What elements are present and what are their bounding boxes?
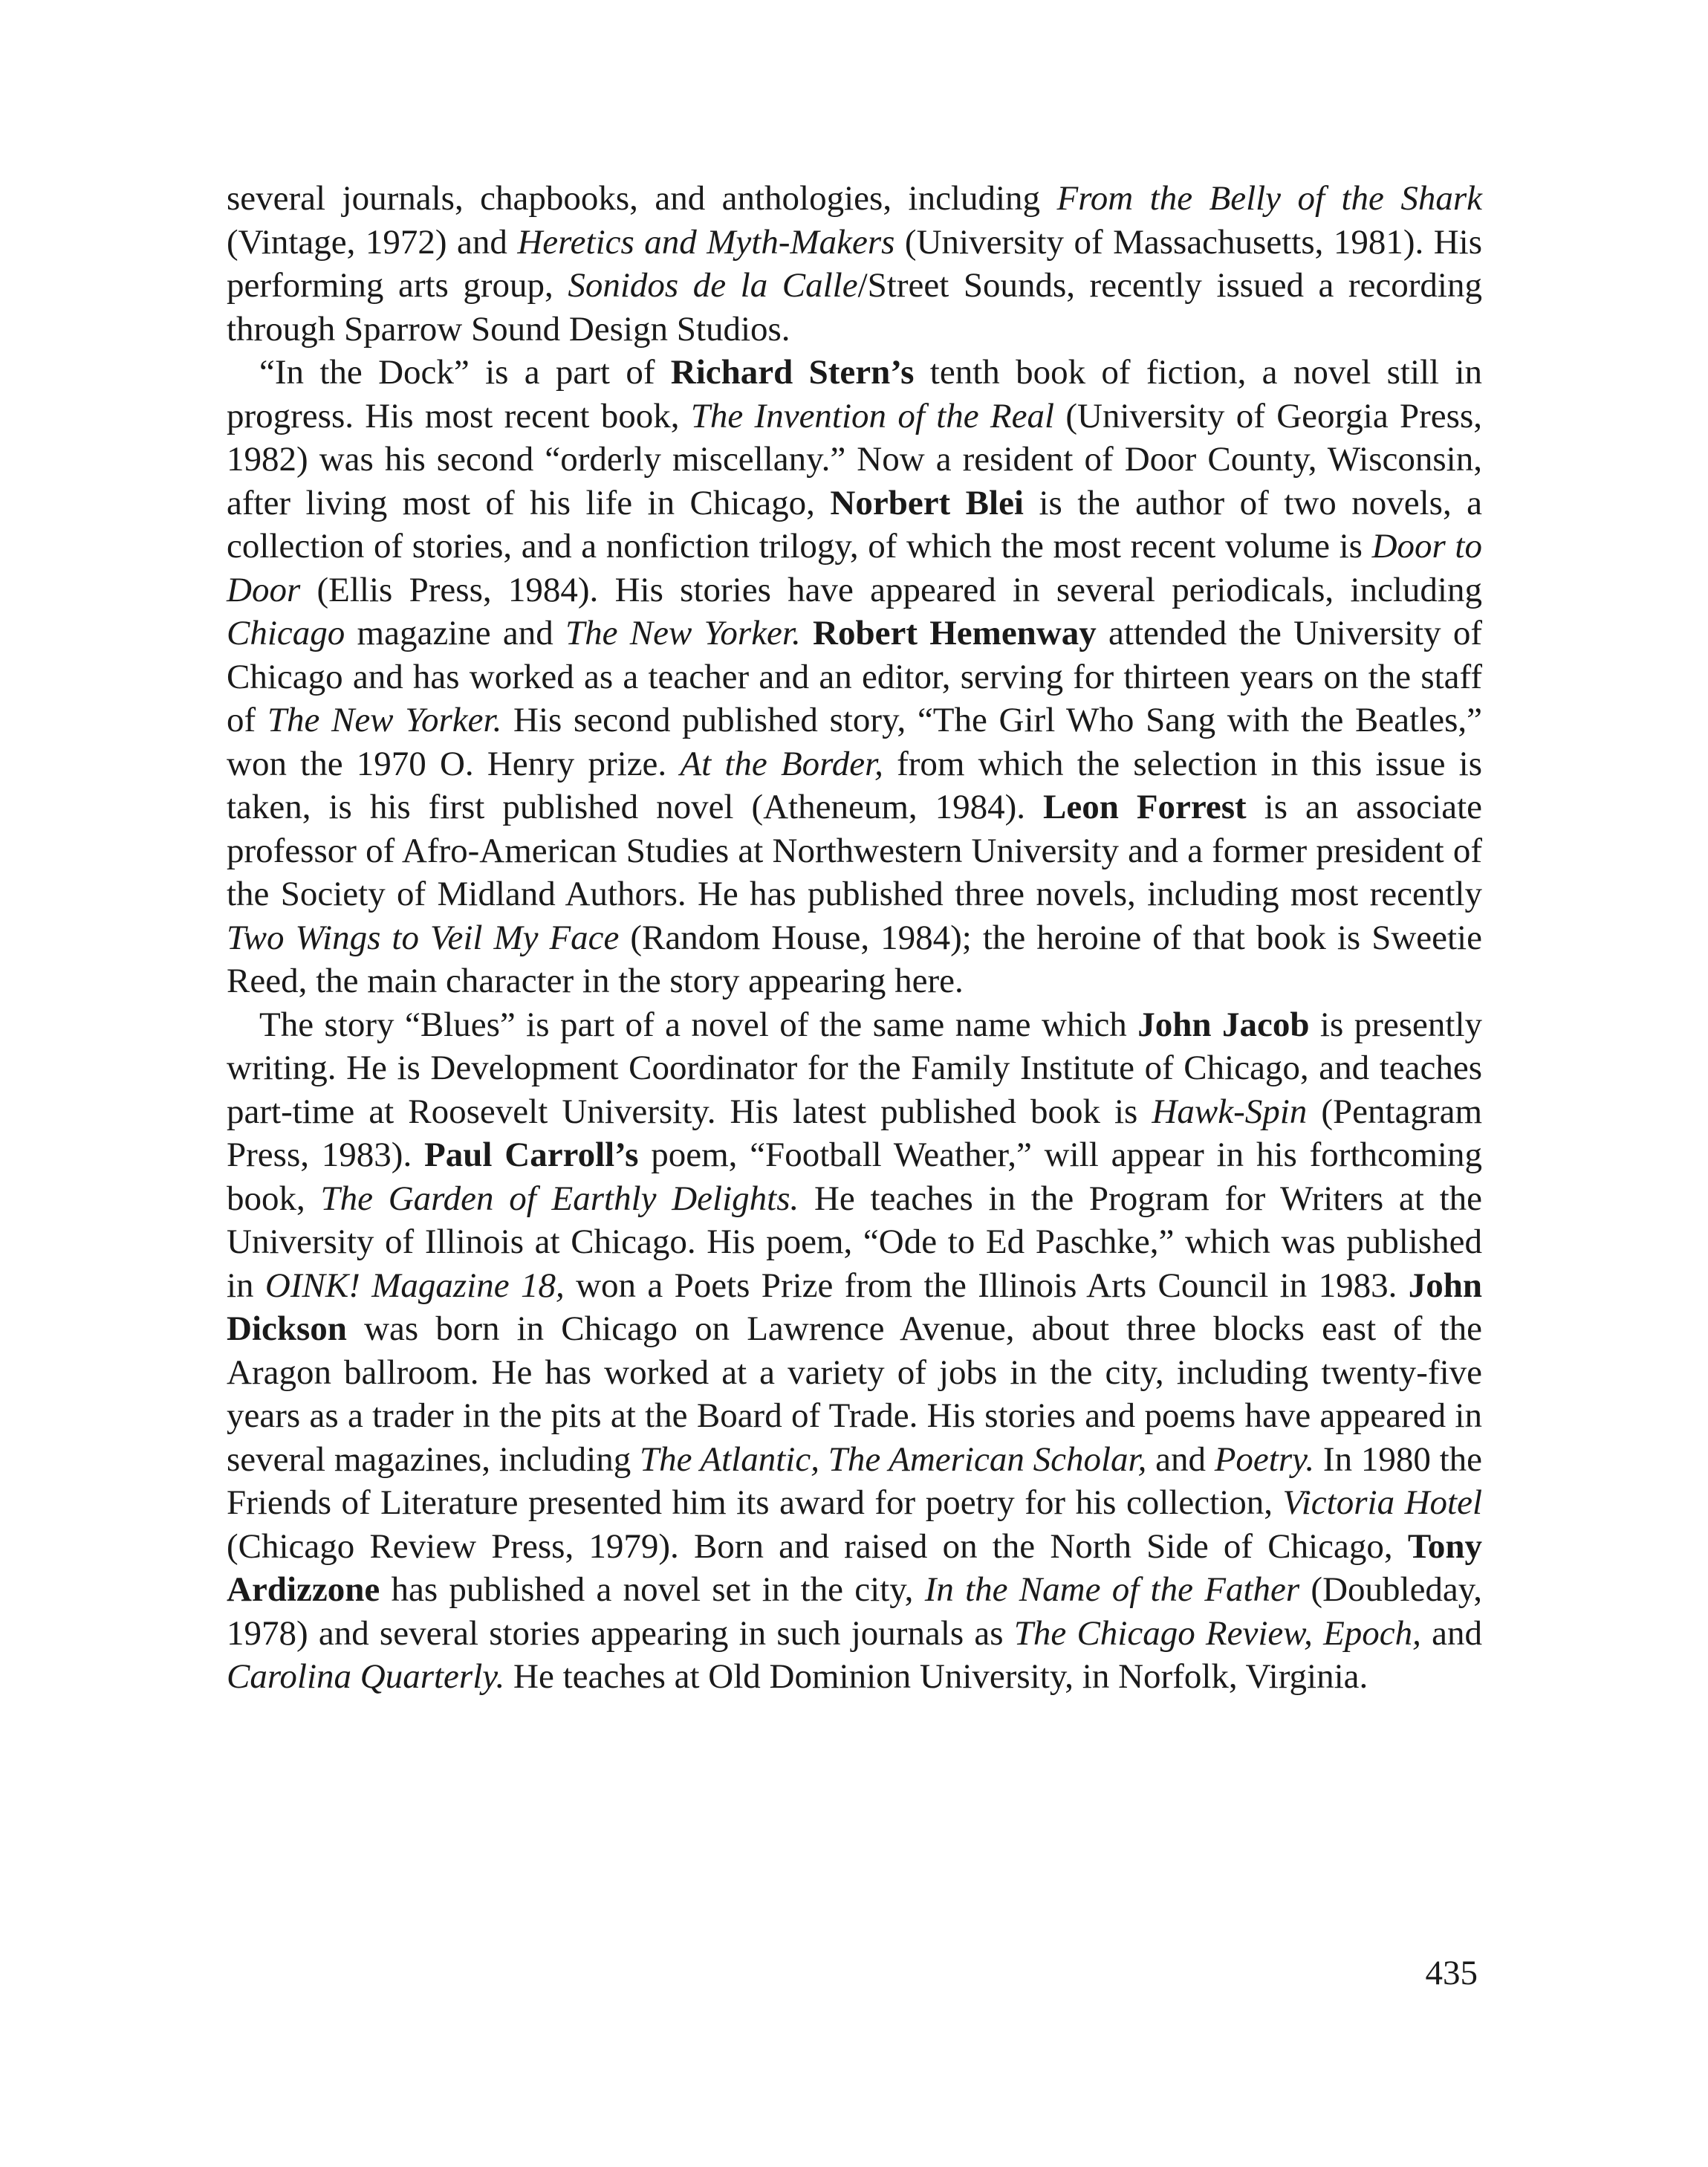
text-run: His second published story, “The Girl Who Sang with the Beatles,” won the 1970 O. Henry prize.	[227, 701, 1482, 783]
text-run: /Street Sounds, recently issued a recording through Sparrow Sound Design Studios.	[227, 266, 1482, 349]
text-run: won a Poets Prize from the Illinois Arts Council in 1983.	[564, 1266, 1409, 1305]
title-italic: The Atlantic, The American Scholar,	[639, 1439, 1147, 1479]
text-run: (Vintage, 1972) and	[227, 222, 518, 262]
contributor-name: John Jacob	[1137, 1005, 1310, 1044]
title-italic: In the Name of the Father	[924, 1570, 1300, 1609]
text-run: He teaches in the Program for Writers at the University of Illinois at Chicago. His poem, “Ode to Ed Paschke,” which was published in	[227, 1179, 1482, 1305]
title-italic: Door to Door	[227, 527, 1482, 609]
text-run: has published a novel set in the city,	[380, 1570, 925, 1609]
text-run: tenth book of fiction, a novel still in progress. His most recent book,	[227, 353, 1482, 435]
text-run: (University of Georgia Press, 1982) was his second “orderly miscellany.” Now a resident of Door County, Wisconsin, after living most of his life in Chicago,	[227, 396, 1482, 522]
text-run: He teaches at Old Dominion University, in Norfolk, Virginia.	[504, 1657, 1368, 1696]
contributor-name: Norbert Blei	[830, 483, 1024, 522]
contributor-name: Robert Hemenway	[813, 614, 1097, 652]
title-italic: Victoria Hotel	[1282, 1483, 1483, 1522]
text-run: (University of Massachusetts, 1981). His performing arts group,	[227, 222, 1483, 305]
text-run: In 1980 the Friends of Literature presented him its award for poetry for his collection,	[227, 1439, 1482, 1522]
title-italic: The Garden of Earthly Delights.	[320, 1179, 799, 1218]
text-run: (Chicago Review Press, 1979). Born and raised on the North Side of Chicago,	[227, 1526, 1408, 1566]
paragraph-3	[227, 1003, 1482, 1699]
text-run: (Ellis Press, 1984). His stories have appeared in several periodicals, including	[300, 570, 1482, 609]
text-run: and	[1146, 1439, 1215, 1479]
text-run: (Pentagram Press, 1983).	[227, 1092, 1482, 1174]
title-italic: At the Border,	[680, 744, 883, 783]
title-italic: Heretics and Myth-Makers	[517, 222, 895, 262]
text-run: (Doubleday, 1978) and several stories appearing in such journals as	[227, 1570, 1482, 1653]
text-run: The story “Blues” is part of a novel of the same name which	[259, 1005, 1138, 1044]
contributor-name: Leon Forrest	[1043, 788, 1247, 826]
title-italic: The Invention of the Real	[690, 396, 1055, 435]
text-run: and	[1420, 1613, 1482, 1653]
page-body	[227, 177, 1482, 1699]
title-italic: OINK! Magazine 18,	[264, 1266, 565, 1305]
title-italic: Carolina Quarterly.	[227, 1657, 505, 1696]
paragraph-1	[227, 177, 1482, 351]
title-italic: From the Belly of the Shark	[1056, 179, 1482, 218]
text-run: from which the selection in this issue is taken, is his first published novel (Atheneum, 1984).	[227, 744, 1482, 826]
text-run: was born in Chicago on Lawrence Avenue, about three blocks east of the Aragon ballroom. He has worked at a variety of jobs in the city, including twenty-five years as a trader in the pits at the Board of Trade. His stories and poems have appeared in several magazines, including	[227, 1309, 1482, 1479]
text-run: is the author of two novels, a collection of stories, and a nonfiction trilogy, of which the most recent volume is	[227, 483, 1483, 566]
text-run: magazine and	[345, 614, 565, 652]
text-run: (Random House, 1984); the heroine of that book is Sweetie Reed, the main character in the story appearing here.	[227, 918, 1482, 1000]
text-run	[801, 614, 813, 652]
paragraph-2	[227, 351, 1482, 1003]
text-run: poem, “Football Weather,” will appear in his forthcoming book,	[227, 1136, 1482, 1218]
title-italic: Two Wings to Veil My Face	[227, 918, 620, 957]
text-run: “In the Dock” is a part of	[259, 353, 671, 392]
title-italic: The New Yorker.	[267, 701, 502, 739]
title-italic: Poetry.	[1214, 1439, 1315, 1479]
text-run: is an associate professor of Afro-American Studies at Northwestern University and a former president of the Society of Midland Authors. He has published three novels, including most recently	[227, 788, 1482, 913]
title-italic: Sonidos de la Calle	[568, 266, 858, 305]
title-italic: Chicago	[227, 614, 345, 652]
page-number: 435	[1425, 1954, 1478, 1992]
title-italic: The Chicago Review, Epoch,	[1013, 1613, 1421, 1653]
title-italic: The New Yorker.	[565, 614, 801, 652]
text-run: attended the University of Chicago and has worked as a teacher and an editor, serving for thirteen years on the staff of	[227, 614, 1483, 739]
text-run: several journals, chapbooks, and anthologies, including	[227, 179, 1057, 218]
title-italic: Hawk-Spin	[1152, 1092, 1308, 1131]
contributor-name: Richard Stern’s	[670, 353, 915, 392]
contributor-name: John Dickson	[227, 1266, 1482, 1348]
text-run: is presently writing. He is Development Coordinator for the Family Institute of Chicago, and teaches part-time at Roosevelt University. His latest published book is	[227, 1005, 1482, 1131]
contributor-name: Paul Carroll’s	[424, 1136, 639, 1174]
contributor-name: Tony Ardizzone	[227, 1526, 1482, 1609]
